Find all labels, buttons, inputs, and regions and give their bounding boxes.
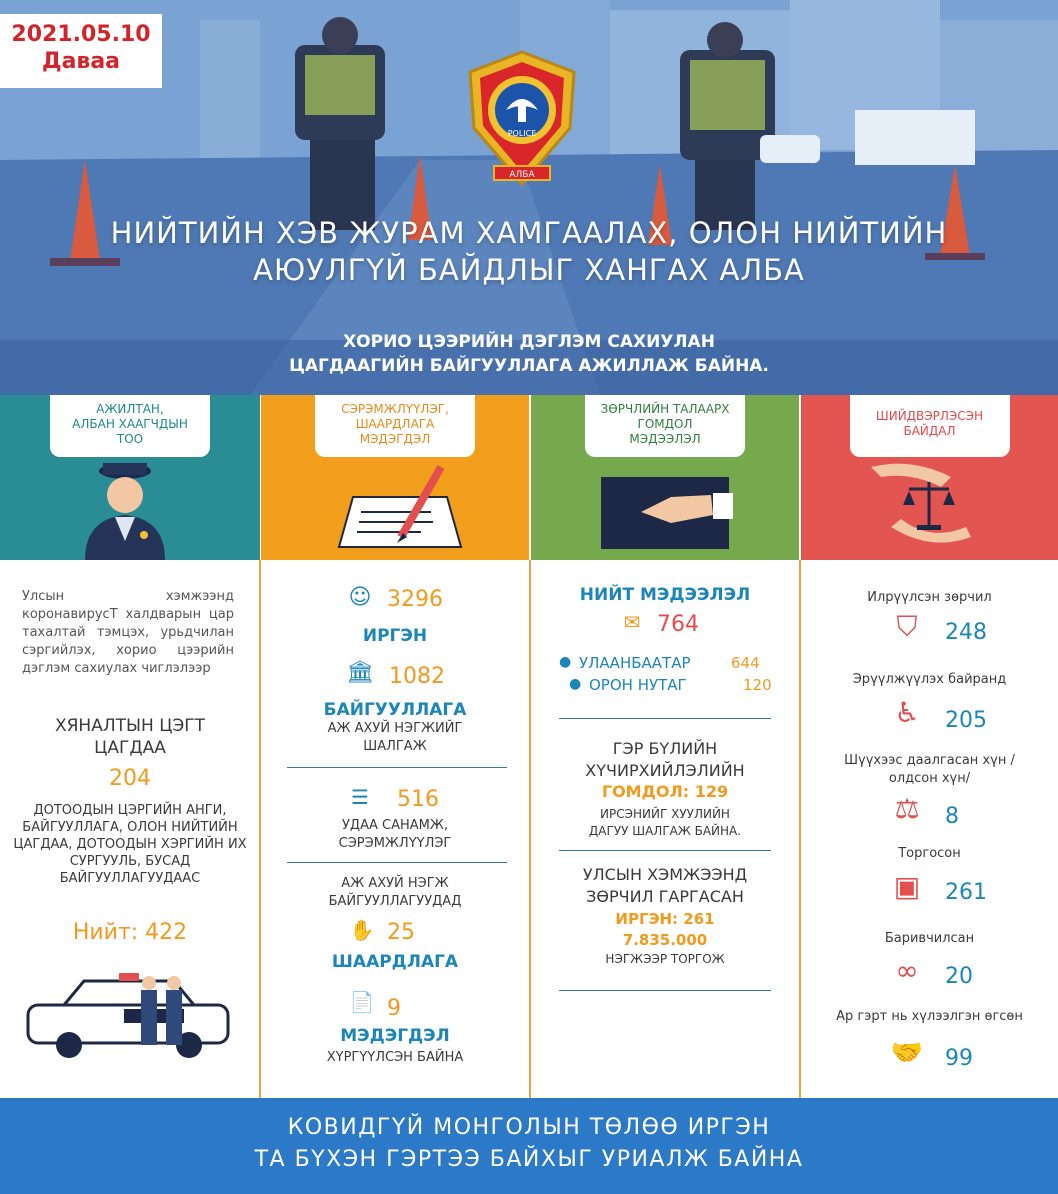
domestic-violence-sub: ИРСЭНИЙГ ХУУЛИЙН ДАГУУ ШАЛГАЖ БАЙНА. bbox=[588, 807, 742, 838]
notice-doc-icon: 📄 bbox=[349, 990, 375, 1014]
notice-value: 9 bbox=[387, 996, 401, 1021]
column-warnings-header bbox=[261, 395, 529, 560]
map-pin-icon: ● bbox=[569, 676, 582, 692]
requirement-intro: АЖ АХУЙ НЭГЖ БАЙГУУЛЛАГУУДАД bbox=[328, 876, 462, 909]
hero-subtitle: ХОРИО ЦЭЭРИЙН ДЭГЛЭМ САХИУЛАН ЦАГДААГИЙН БАЙГУУЛЛАГА АЖИЛЛАЖ БАЙНА. bbox=[289, 332, 769, 376]
police-badge-logo bbox=[462, 48, 582, 188]
notice-sub: ХҮРГҮҮЛСЭН БАЙНА bbox=[326, 1050, 464, 1065]
item-arrested-value: 20 bbox=[945, 964, 973, 989]
intro-text: Улсын хэмжээнд коронавирусТ халдварын цар тахалтай тэмцэх, урьдчилан сэргийлэх, хорио цээрийн дэглэм сахиулах чиглэлээр bbox=[22, 589, 234, 676]
column-staff bbox=[0, 395, 260, 1098]
org-label: БАЙГУУЛЛАГА bbox=[323, 700, 467, 720]
item-detected-value: 248 bbox=[945, 620, 987, 645]
warning-sub: УДАА САНАМЖ, СЭРЭМЖЛҮҮЛЭГ bbox=[338, 818, 452, 851]
institution-icon: 🏛 bbox=[346, 660, 374, 685]
divider bbox=[559, 718, 771, 719]
org-sub: АЖ АХУЙ НЭГЖИЙГ ШАЛГАЖ bbox=[327, 721, 463, 754]
item-arrested-label: Баривчилсан bbox=[884, 931, 975, 946]
justice-scales-hands-icon bbox=[801, 457, 1058, 560]
divider bbox=[559, 850, 771, 851]
handcuffs-icon: ∞ bbox=[895, 954, 919, 987]
footer-line1: КОВИДГҮЙ МОНГОЛЫН ТӨЛӨӨ ИРГЭН bbox=[287, 1115, 771, 1140]
rural-label: ОРОН НУТАГ bbox=[589, 676, 687, 694]
fine-book-icon: ▣ bbox=[893, 870, 921, 903]
warning-value: 516 bbox=[397, 787, 439, 812]
item-sober-label: Эрүүлжүүлэх байранд bbox=[852, 672, 1007, 687]
badge-icon: ⛉ bbox=[896, 610, 918, 643]
total-info-label: НИЙТ МЭДЭЭЛЭЛ bbox=[579, 585, 751, 605]
ulaanbaatar-label: УЛААНБААТАР bbox=[579, 654, 691, 672]
divider bbox=[559, 990, 771, 991]
column-staff-tab: АЖИЛТАН, АЛБАН ХААГЧДЫН ТОО bbox=[50, 395, 210, 457]
date-text: 2021.05.10 bbox=[11, 22, 151, 47]
hero-banner bbox=[0, 0, 1058, 395]
divider bbox=[287, 862, 507, 863]
column-staff-header bbox=[0, 395, 260, 560]
column-warnings bbox=[261, 395, 529, 1098]
checklist-icon: ☰ bbox=[351, 785, 369, 809]
police-officer-icon bbox=[0, 457, 260, 560]
footer-line2: ТА БҮХЭН ГЭРТЭЭ БАЙХЫГ УРИАЛЖ БАЙНА bbox=[254, 1147, 804, 1172]
violators-label: УЛСЫН ХЭМЖЭЭНД ЗӨРЧИЛ ГАРГАСАН bbox=[582, 865, 748, 906]
ulaanbaatar-value: 644 bbox=[731, 654, 760, 672]
fine-sub: НЭГЖЭЭР ТОРГОЖ bbox=[605, 952, 725, 966]
violators-count: ИРГЭН: 261 bbox=[615, 910, 715, 928]
map-pin-icon: ● bbox=[559, 654, 572, 670]
citizen-icon: ☺ bbox=[348, 585, 372, 610]
item-fined-label: Торгосон bbox=[898, 846, 961, 861]
item-detected-label: Илрүүлсэн зөрчил bbox=[867, 590, 992, 605]
domestic-violence-label: ГЭР БҮЛИЙН ХҮЧИРХИЙЛЭЛИЙН bbox=[585, 739, 745, 780]
requirement-label: ШААРДЛАГА bbox=[331, 952, 459, 972]
item-returned-value: 99 bbox=[945, 1046, 973, 1071]
total-staff: Нийт: 422 bbox=[72, 920, 188, 945]
date-box bbox=[0, 14, 162, 88]
notice-label: МЭДЭГДЭЛ bbox=[340, 1026, 450, 1046]
hand-stop-icon: ✋ bbox=[349, 918, 375, 942]
total-info-value: 764 bbox=[657, 612, 699, 637]
domestic-violence-count: ГОМДОЛ: 129 bbox=[601, 782, 729, 801]
gavel-icon: ⚖ bbox=[894, 792, 920, 825]
police-car-icon bbox=[24, 965, 234, 1065]
column-complaints-header bbox=[531, 395, 799, 560]
fine-amount: 7.835.000 bbox=[622, 931, 708, 949]
badge-label: АЛБА bbox=[509, 170, 535, 180]
hand-on-book-icon bbox=[531, 457, 799, 560]
citizen-label: ИРГЭН bbox=[362, 626, 428, 646]
footer-banner bbox=[0, 1098, 1058, 1194]
item-returned-label: Ар гэрт нь хүлээлгэн өгсөн bbox=[836, 1009, 1023, 1024]
item-sober-value: 205 bbox=[945, 708, 987, 733]
checkpoint-police-count: 204 bbox=[109, 766, 151, 791]
column-resolved bbox=[801, 395, 1058, 1098]
requirement-value: 25 bbox=[387, 920, 415, 945]
item-court-label: Шүүхээс даалгасан хүн /олдсон хүн/ bbox=[844, 753, 1015, 786]
weekday-text: Даваа bbox=[41, 49, 121, 74]
item-fined-value: 261 bbox=[945, 880, 987, 905]
column-resolved-tab: ШИЙДВЭРЛЭСЭН БАЙДАЛ bbox=[850, 395, 1010, 457]
column-warnings-tab: СЭРЭМЖЛҮҮЛЭГ, ШААРДЛАГА МЭДЭГДЭЛ bbox=[315, 395, 475, 457]
rural-value: 120 bbox=[743, 676, 772, 694]
drunk-person-icon: ♿ bbox=[894, 696, 920, 729]
item-court-value: 8 bbox=[945, 804, 959, 829]
hero-title: НИЙТИЙН ХЭВ ЖУРАМ ХАМГААЛАХ, ОЛОН НИЙТИЙН АЮУЛГҮЙ БАЙДЛЫГ ХАНГАХ АЛБА bbox=[110, 216, 948, 287]
divider bbox=[287, 767, 507, 768]
checkpoint-label: ХЯНАЛТЫН ЦЭГТ ЦАГДАА bbox=[54, 716, 206, 758]
column-complaints-tab: ЗӨРЧЛИЙН ТАЛААРХ ГОМДОЛ МЭДЭЭЛЭЛ bbox=[585, 395, 745, 457]
citizen-value: 3296 bbox=[387, 587, 443, 612]
column-complaints bbox=[531, 395, 799, 1098]
handshake-icon: 🤝 bbox=[890, 1038, 924, 1068]
column-resolved-header bbox=[801, 395, 1058, 560]
units-list: ДОТООДЫН ЦЭРГИЙН АНГИ, БАЙГУУЛЛАГА, ОЛОН НИЙТИЙН ЦАГДАА, ДОТООДЫН ХЭРГИЙН ИХ СУРГУУЛЬ, БУСАД БАЙГУУЛЛАГУУДААС bbox=[13, 803, 247, 886]
badge-ring-text: POLICE bbox=[507, 129, 537, 138]
envelope-icon: ✉ bbox=[623, 610, 641, 634]
document-pen-icon bbox=[261, 457, 529, 560]
org-value: 1082 bbox=[389, 664, 445, 689]
